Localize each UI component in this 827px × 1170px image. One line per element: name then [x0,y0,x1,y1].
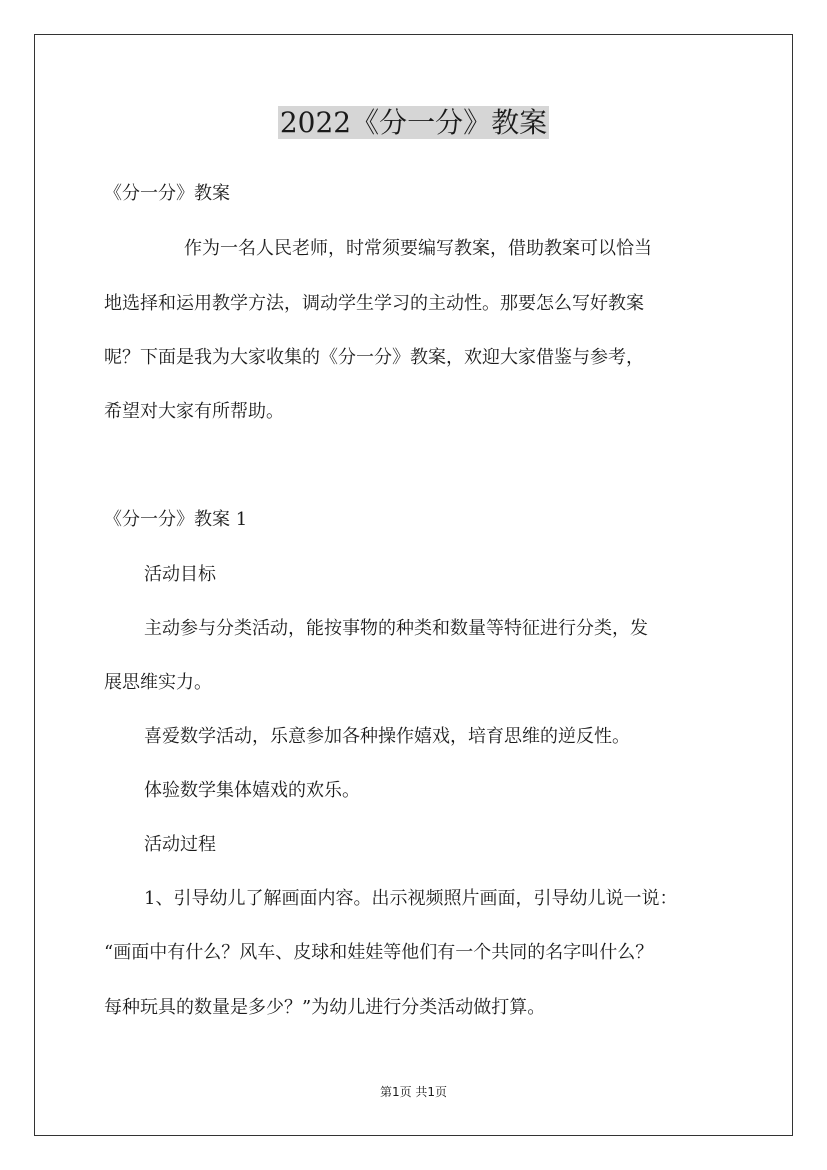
section-heading: 《分一分》教案 1 [104,509,248,530]
goal-line: 展思维实力。 [104,672,212,693]
intro-line: 作为一名人民老师，时常须要编写教案，借助教案可以恰当 [184,238,652,259]
process-line: 每种玩具的数量是多少？”为幼儿进行分类活动做打算。 [104,997,546,1018]
document-title-text: 2022《分一分》教案 [279,106,548,139]
subtitle: 《分一分》教案 [104,183,230,204]
goal-line: 体验数学集体嬉戏的欢乐。 [144,780,360,801]
process-line: “画面中有什么？风车、皮球和娃娃等他们有一个共同的名字叫什么？ [104,942,654,963]
goal-line: 主动参与分类活动，能按事物的种类和数量等特征进行分类，发 [144,618,648,639]
intro-line: 呢？下面是我为大家收集的《分一分》教案，欢迎大家借鉴与参考， [104,347,644,368]
document-title [0,103,827,143]
goal-line: 喜爱数学活动，乐意参加各种操作嬉戏，培育思维的逆反性。 [144,726,630,747]
intro-line: 地选择和运用教学方法，调动学生学习的主动性。那要怎么写好教案 [104,293,644,314]
page-footer: 第1页 共1页 [379,1085,448,1099]
goal-heading: 活动目标 [144,564,216,585]
intro-line: 希望对大家有所帮助。 [104,401,284,422]
process-heading: 活动过程 [144,834,216,855]
process-line: 1、引导幼儿了解画面内容。出示视频照片画面，引导幼儿说一说： [144,888,678,909]
